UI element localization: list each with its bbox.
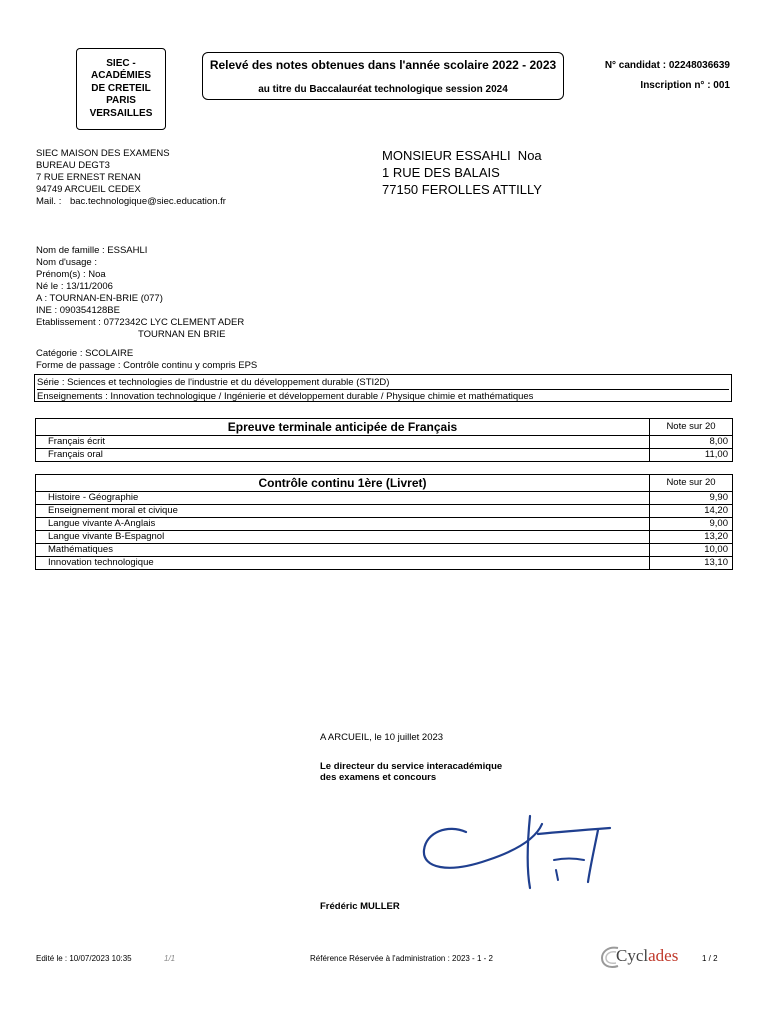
subject-grade: 14,20	[650, 505, 733, 518]
table-row	[36, 436, 733, 449]
admin-reference: Référence Réservée à l'administration : 2023 - 1 - 2	[310, 954, 493, 963]
category-block	[36, 348, 257, 372]
table-header	[36, 419, 733, 436]
siec-line: ACADÉMIES	[90, 70, 151, 82]
table-title: Epreuve terminale anticipée de Français	[36, 419, 650, 436]
subject-grade: 9,90	[650, 492, 733, 505]
subject-grade: 9,00	[650, 518, 733, 531]
birth-place: A : TOURNAN-EN-BRIE (077)	[36, 293, 163, 304]
category: Catégorie : SCOLAIRE	[36, 348, 134, 359]
subject-grade: 13,20	[650, 531, 733, 544]
document-subtitle: au titre du Baccalauréat technologique session 2024	[258, 84, 508, 95]
table-row	[36, 505, 733, 518]
inscription-number: Inscription n° : 001	[640, 80, 730, 91]
mail-label: Mail. :	[36, 196, 62, 207]
series-box	[34, 374, 732, 402]
table-row	[36, 449, 733, 462]
series: Série : Sciences et technologies de l'industrie et du développement durable (STI2D)	[37, 377, 390, 388]
document-title-box	[202, 52, 564, 100]
school: Etablissement : 0772342C LYC CLEMENT ADER	[36, 317, 245, 328]
document-title: Relevé des notes obtenues dans l'année scolaire 2022 - 2023	[209, 58, 557, 72]
place-date: A ARCUEIL, le 10 juillet 2023	[320, 732, 444, 743]
recipient-address	[382, 147, 542, 198]
sender-line: 94749 ARCUEIL CEDEX	[36, 184, 141, 195]
sender-line: 7 RUE ERNEST RENAN	[36, 172, 141, 183]
subject-grade: 10,00	[650, 544, 733, 557]
cyclades-logo	[616, 946, 678, 966]
table-row	[36, 557, 733, 570]
subject-label: Français écrit	[36, 436, 650, 449]
subject-grade: 11,00	[650, 449, 733, 462]
table-title: Contrôle continu 1ère (Livret)	[36, 475, 650, 492]
teachings: Enseignements : Innovation technologique / Ingénierie et développement durable / Physique chimie et mathématiques	[37, 389, 729, 403]
candidate-identity	[36, 245, 244, 341]
school-city: TOURNAN EN BRIE	[138, 329, 226, 340]
signatory-role	[320, 761, 502, 783]
handwritten-signature	[418, 810, 618, 900]
table-row	[36, 544, 733, 557]
first-names: Prénom(s) : Noa	[36, 269, 106, 280]
sender-line: SIEC MAISON DES EXAMENS	[36, 148, 170, 159]
table-header	[36, 475, 733, 492]
birth-date: Né le : 13/11/2006	[36, 281, 113, 292]
logo-text: Cycl	[616, 946, 649, 965]
subject-label: Langue vivante A-Anglais	[36, 518, 650, 531]
subject-label: Mathématiques	[36, 544, 650, 557]
sender-mail-row	[36, 196, 226, 208]
table-row	[36, 518, 733, 531]
page-number: 1 / 2	[702, 954, 718, 963]
subject-label: Français oral	[36, 449, 650, 462]
french-exam-table	[35, 418, 733, 462]
mail-address[interactable]: bac.technologique@siec.education.fr	[69, 196, 226, 207]
subject-label: Innovation technologique	[36, 557, 650, 570]
table-row	[36, 492, 733, 505]
sheet-count: 1/1	[164, 954, 176, 963]
exam-mode: Forme de passage : Contrôle continu y compris EPS	[36, 360, 258, 371]
sender-address	[36, 148, 226, 208]
siec-line: VERSAILLES	[89, 107, 153, 119]
note-header: Note sur 20	[650, 419, 733, 436]
subject-grade: 13,10	[650, 557, 733, 570]
recipient-line: MONSIEUR ESSAHLI Noa	[382, 148, 542, 163]
note-header: Note sur 20	[650, 475, 733, 492]
edited-date: Edité le : 10/07/2023 10:35	[36, 954, 132, 963]
continuous-assessment-table	[35, 474, 733, 570]
signatory-name: Frédéric MULLER	[320, 901, 400, 912]
ine-number: INE : 090354128BE	[36, 305, 120, 316]
siec-box	[76, 48, 166, 130]
table-row	[36, 531, 733, 544]
recipient-line: 1 RUE DES BALAIS	[382, 165, 500, 180]
usage-name: Nom d'usage :	[36, 257, 97, 268]
siec-line: PARIS	[106, 95, 136, 107]
candidate-info	[605, 56, 730, 96]
role-line: des examens et concours	[320, 772, 437, 783]
subject-label: Histoire - Géographie	[36, 492, 650, 505]
subject-label: Langue vivante B-Espagnol	[36, 531, 650, 544]
recipient-line: 77150 FEROLLES ATTILLY	[382, 182, 542, 197]
subject-grade: 8,00	[650, 436, 733, 449]
candidate-number: N° candidat : 02248036639	[604, 60, 730, 71]
family-name: Nom de famille : ESSAHLI	[36, 245, 148, 256]
siec-line: SIEC -	[106, 57, 136, 69]
subject-label: Enseignement moral et civique	[36, 505, 650, 518]
logo-text-accent: ades	[648, 946, 679, 965]
sender-line: BUREAU DEGT3	[36, 160, 110, 171]
siec-line: DE CRETEIL	[91, 82, 151, 94]
role-line: Le directeur du service interacadémique	[320, 761, 503, 772]
